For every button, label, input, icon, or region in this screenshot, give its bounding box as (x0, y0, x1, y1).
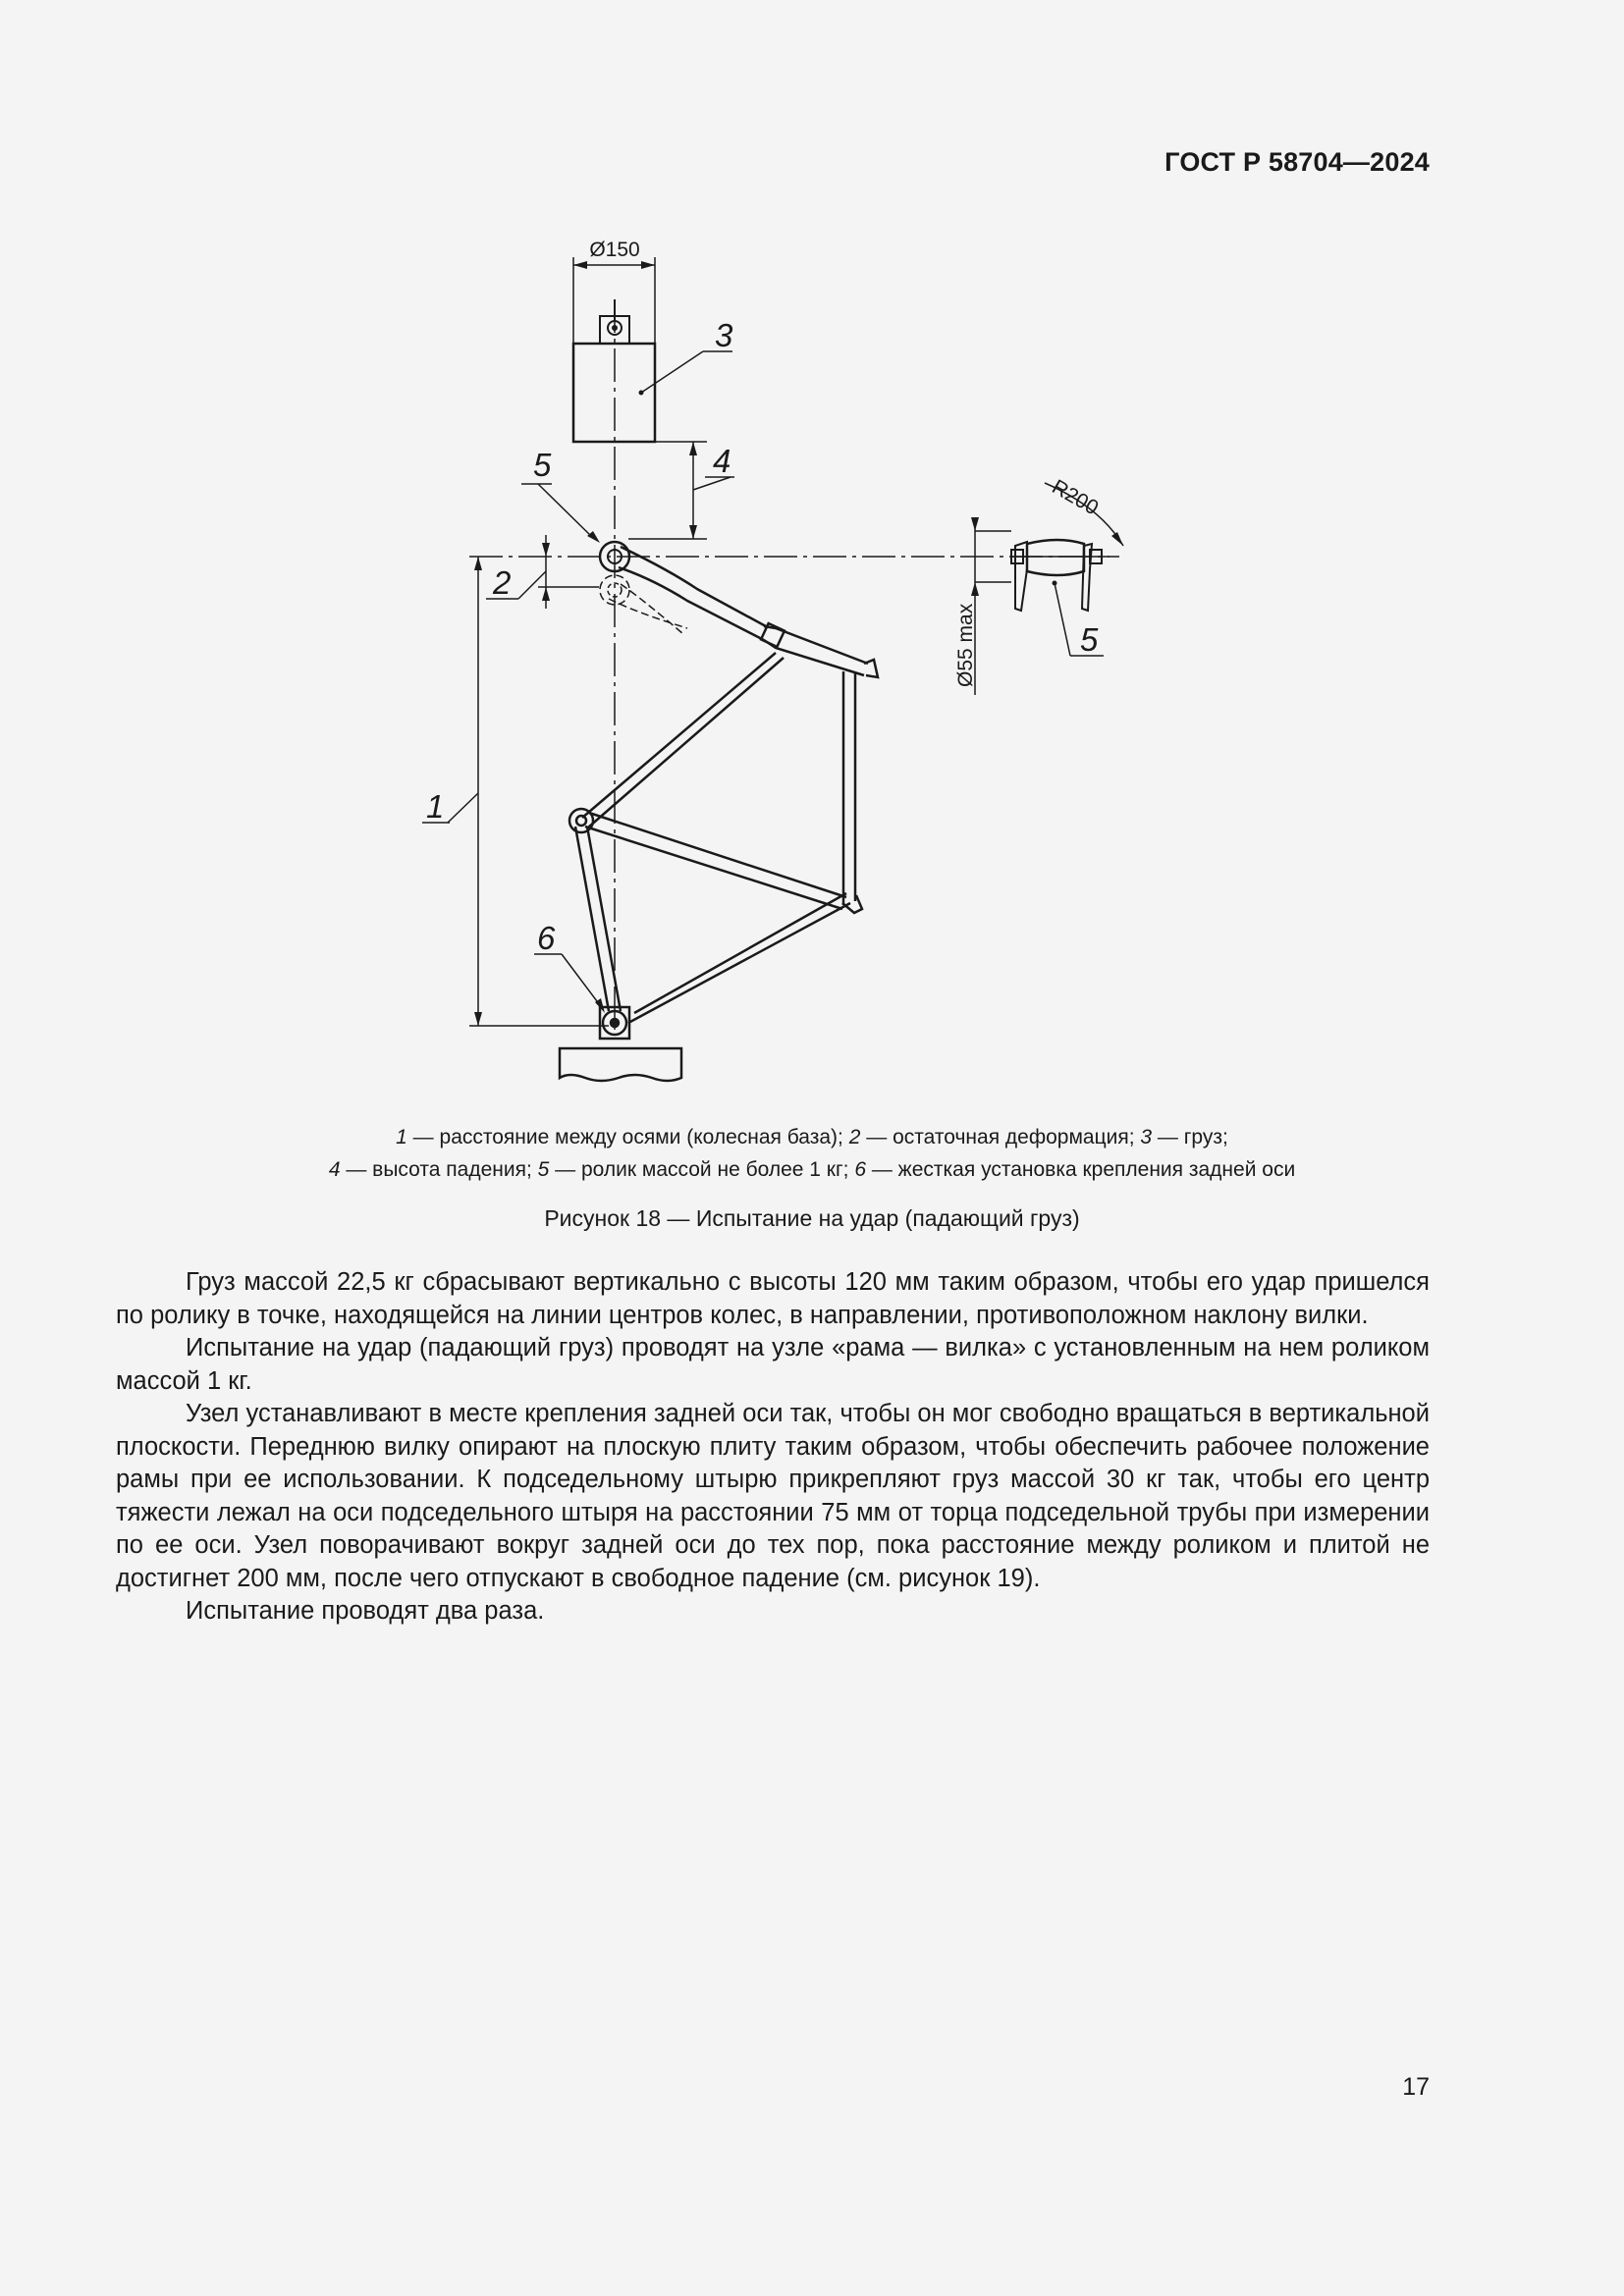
paragraph: Испытание проводят два раза. (186, 1597, 545, 1625)
drop-height-dimension (628, 442, 734, 539)
svg-text:Ø55 max: Ø55 max (954, 603, 977, 687)
figure-18-drawing (0, 0, 1624, 1099)
svg-text:2: 2 (493, 564, 512, 601)
legend-line-1: 1 — расстояние между осями (колесная база); 2 — остаточная деформация; 3 — груз; (396, 1126, 1228, 1148)
svg-text:5: 5 (1080, 621, 1099, 658)
figure-legend (196, 1121, 1428, 1186)
roller-detail (954, 475, 1123, 695)
body-text (116, 1266, 1430, 1629)
svg-text:R200: R200 (1048, 475, 1103, 520)
bicycle-frame (569, 547, 878, 1039)
base-plate (560, 1048, 681, 1081)
paragraph: Испытание на удар (падающий груз) проводят на узле «рама — вилка» с установленным на нем роликом массой 1 кг. (116, 1334, 1430, 1395)
svg-text:3: 3 (715, 317, 733, 353)
legend-line-2: 4 — высота падения; 5 — ролик массой не более 1 кг; 6 — жесткая установка крепления задней оси (328, 1158, 1296, 1181)
figure-caption: Рисунок 18 — Испытание на удар (падающий груз) (544, 1205, 1080, 1231)
drop-weight (573, 299, 733, 442)
residual-deformation-dimension (486, 535, 550, 609)
svg-text:4: 4 (713, 443, 731, 479)
svg-text:Ø150: Ø150 (589, 239, 640, 261)
wheelbase-dimension (422, 557, 609, 1026)
svg-text:1: 1 (426, 788, 445, 825)
paragraph: Груз массой 22,5 кг сбрасывают вертикально с высоты 120 мм таким образом, чтобы его удар пришелся по ролику в точке, находящейся на линии центров колес, в направлении, противоположном наклону вилки. (116, 1268, 1430, 1329)
svg-text:5: 5 (533, 447, 552, 483)
page-number: 17 (1402, 2073, 1430, 2101)
svg-text:6: 6 (537, 920, 556, 956)
paragraph: Узел устанавливают в месте крепления задней оси так, чтобы он мог свободно вращаться в вертикальной плоскости. Переднюю вилку опирают на плоскую плиту таким образом, чтобы обеспечить рабочее положение рамы при ее использовании. К подседельному штырю прикрепляют груз массой 30 кг так, чтобы его центр тяжести лежал на оси подседельного штыря на расстоянии 75 мм от торца подседельной трубы при измерении по ее оси. Узел поворачивают вокруг задней оси до тех пор, пока расстояние между роликом и плитой не достигнет 200 мм, после чего отпускают в свободное падение (см. рисунок 19). (116, 1400, 1430, 1592)
document-header: ГОСТ Р 58704—2024 (1164, 147, 1430, 177)
